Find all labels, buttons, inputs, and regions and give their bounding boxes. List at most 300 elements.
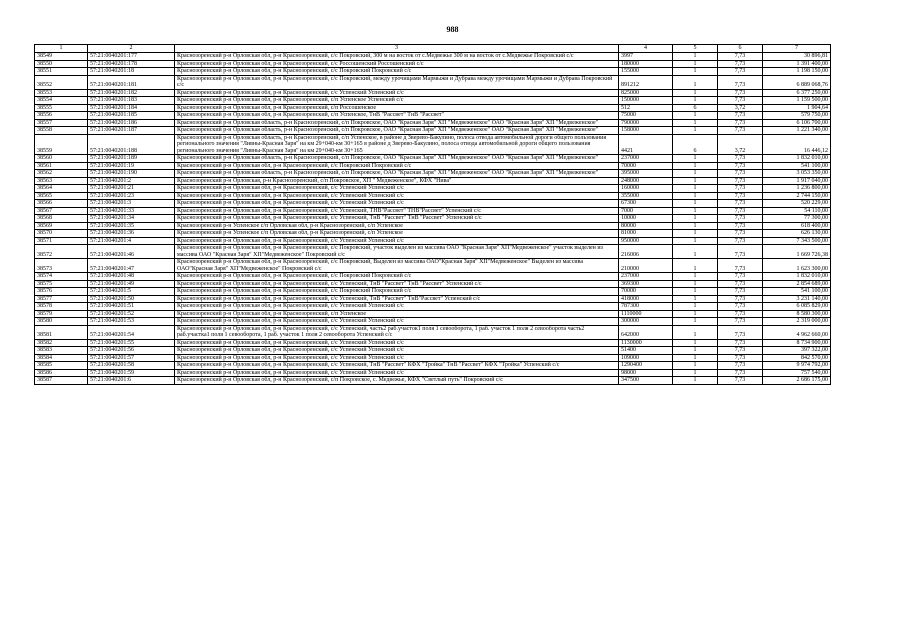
- cadastral-value: 520 229,00: [763, 200, 831, 208]
- cadastral-number: 57:21:0040201:187: [88, 127, 175, 135]
- category-code: 1: [673, 192, 718, 200]
- location-description: Краснозоренский р-н Орловская, р-н Краснозоренский, с/п Покровское, ХП " Медвеженское", КФХ "Нива": [175, 177, 619, 185]
- category-code: 1: [673, 170, 718, 178]
- rate-value: 7,73: [718, 237, 763, 245]
- category-code: 1: [673, 295, 718, 303]
- rate-value: 7,73: [718, 259, 763, 273]
- rate-value: 3,72: [718, 104, 763, 112]
- cadastral-number: 57:21:0040201:3: [88, 200, 175, 208]
- area-value: 4421: [619, 134, 673, 155]
- cadastral-value: 6 085 829,00: [763, 303, 831, 311]
- table-row: [35, 273, 831, 281]
- area-value: 787300: [619, 303, 673, 311]
- cadastral-value: 30 896,81: [763, 53, 831, 61]
- cadastral-number: 57:21:0040201:35: [88, 222, 175, 230]
- row-number: 38563: [35, 177, 88, 185]
- area-value: 160000: [619, 185, 673, 193]
- table-row: [35, 259, 831, 273]
- table-row: [35, 303, 831, 311]
- location-description: Краснозоренский р-н Орловская область, р-н Краснозоренский, с/п Покровское, ОАО "Красная Заря" ХП "Медвеженское" ОАО "Красная Заря" ХП "Медвеженское": [175, 127, 619, 135]
- area-value: 790000: [619, 119, 673, 127]
- location-description: Краснозоренский р-н Орловская обл, р-н Краснозоренский, с/с Успенский Успенский с/с: [175, 192, 619, 200]
- cadastral-value: 1 198 150,00: [763, 68, 831, 76]
- cadastral-number: 57:21:0040201:184: [88, 104, 175, 112]
- rate-value: 7,73: [718, 75, 763, 89]
- category-code: 1: [673, 53, 718, 61]
- row-number: 38580: [35, 318, 88, 326]
- category-code: 1: [673, 280, 718, 288]
- table-row: [35, 237, 831, 245]
- location-description: Краснозоренский р-н Успенское с/п Орловская обл, р-н Краснозоренский, с/п Успенское: [175, 222, 619, 230]
- row-number: 38578: [35, 303, 88, 311]
- rate-value: 7,73: [718, 325, 763, 339]
- location-description: Краснозоренский р-н Успенское с/п Орловская обл, р-н Краснозоренский, с/п Успенское: [175, 230, 619, 238]
- rate-value: 7,73: [718, 119, 763, 127]
- cadastral-number: 57:21:0040201:19: [88, 162, 175, 170]
- table-row: [35, 288, 831, 296]
- area-value: 70000: [619, 162, 673, 170]
- location-description: Краснозоренский р-н Орловская область, р-н Краснозоренский, с/п Успенское, в районе д Зверево-Бакулино, полоса отвода автомобильной дороги общего пользования регионального значения "Ливны-Красная Заря" на км 29+040-км 30+165 в районе д Зверево-Бакулино, полоса отвода автомобильной дороги общего пользования регионального значения "Ливны-Красная Заря" на км 29+040-км 30+165: [175, 134, 619, 155]
- cadastral-value: 7 343 500,00: [763, 237, 831, 245]
- cadastral-value: 6 106 700,00: [763, 119, 831, 127]
- column-header: 7: [763, 45, 831, 53]
- cadastral-number: 57:21:0040201:55: [88, 339, 175, 347]
- cadastral-value: 2 744 150,00: [763, 192, 831, 200]
- table-row: [35, 362, 831, 370]
- row-number: 38558: [35, 127, 88, 135]
- cadastral-number: 57:21:0040201:183: [88, 97, 175, 105]
- rate-value: 7,73: [718, 280, 763, 288]
- category-code: 1: [673, 354, 718, 362]
- category-code: 1: [673, 97, 718, 105]
- category-code: 1: [673, 89, 718, 97]
- category-code: 1: [673, 377, 718, 385]
- rate-value: 7,73: [718, 112, 763, 120]
- cadastral-value: 2 686 175,00: [763, 377, 831, 385]
- row-number: 38574: [35, 273, 88, 281]
- row-number: 38584: [35, 354, 88, 362]
- rate-value: 7,73: [718, 215, 763, 223]
- area-value: 825000: [619, 89, 673, 97]
- row-number: 38566: [35, 200, 88, 208]
- table-row: [35, 369, 831, 377]
- area-value: 642000: [619, 325, 673, 339]
- table-row: [35, 325, 831, 339]
- table-row: [35, 97, 831, 105]
- rate-value: 7,73: [718, 222, 763, 230]
- cadastral-value: 397 322,00: [763, 347, 831, 355]
- cadastral-value: 1 159 500,00: [763, 97, 831, 105]
- table-row: [35, 230, 831, 238]
- cadastral-number: 57:21:0040201:50: [88, 295, 175, 303]
- category-code: 1: [673, 68, 718, 76]
- area-value: 418000: [619, 295, 673, 303]
- cadastral-value: 6 889 068,76: [763, 75, 831, 89]
- location-description: Краснозоренский р-н Орловская обл, р-н Краснозоренский, с/с Успенский Успенский с/с: [175, 369, 619, 377]
- rate-value: 7,73: [718, 369, 763, 377]
- category-code: 1: [673, 237, 718, 245]
- location-description: Краснозоренский р-н Орловская обл, р-н Краснозоренский, с/с Успенский, ТНВ"Рассвет" ТНВ"Рассвет" Успенский с/с: [175, 207, 619, 215]
- area-value: 7000: [619, 207, 673, 215]
- cadastral-number: 57:21:0040201:56: [88, 347, 175, 355]
- cadastral-number: 57:21:0040201:33: [88, 207, 175, 215]
- cadastral-value: 1 832 010,00: [763, 273, 831, 281]
- location-description: Краснозоренский р-н Орловская обл, р-н Краснозоренский, с/п Успенское: [175, 310, 619, 318]
- rate-value: 7,73: [718, 339, 763, 347]
- location-description: Краснозоренский р-н Орловская обл, р-н Краснозоренский, с/с Покровский, Выделен из массива ОАО"Красная Заря" ХП"Медвеженское" Выделен из массива ОАО"Красная Заря" ХП"Медвеженское" Покровский с/с: [175, 259, 619, 273]
- rate-value: 7,73: [718, 347, 763, 355]
- cadastral-number: 57:21:0040201:36: [88, 230, 175, 238]
- table-row: [35, 104, 831, 112]
- category-code: 1: [673, 259, 718, 273]
- row-number: 38582: [35, 339, 88, 347]
- cadastral-value: 842 570,00: [763, 354, 831, 362]
- category-code: 1: [673, 325, 718, 339]
- cadastral-value: 757 540,00: [763, 369, 831, 377]
- cadastral-number: 57:21:0040201:53: [88, 318, 175, 326]
- area-value: 3997: [619, 53, 673, 61]
- rate-value: 3,72: [718, 134, 763, 155]
- rate-value: 7,73: [718, 127, 763, 135]
- row-number: 38587: [35, 377, 88, 385]
- location-description: Краснозоренский р-н Орловская обл, р-н Краснозоренский, с/с Покровский, между урочищами Мармыжи и Дубрава между урочищами Мармыжи и Дубрава Покровский с/с: [175, 75, 619, 89]
- location-description: Краснозоренский р-н Орловская обл, р-н Краснозоренский, с/с Успенский Успенский с/с: [175, 303, 619, 311]
- cadastral-number: 57:21:0040201:2: [88, 177, 175, 185]
- row-number: 38564: [35, 185, 88, 193]
- rate-value: 7,73: [718, 288, 763, 296]
- cadastral-value: 1 917 040,00: [763, 177, 831, 185]
- row-number: 38561: [35, 162, 88, 170]
- rate-value: 7,73: [718, 230, 763, 238]
- cadastral-value: 626 130,00: [763, 230, 831, 238]
- category-code: 1: [673, 112, 718, 120]
- cadastral-number: 57:21:0040201:58: [88, 362, 175, 370]
- area-value: 1110000: [619, 310, 673, 318]
- category-code: 1: [673, 75, 718, 89]
- cadastral-number: 57:21:0040201:5: [88, 288, 175, 296]
- row-number: 38569: [35, 222, 88, 230]
- table-row: [35, 339, 831, 347]
- cadastral-value: 8 734 900,00: [763, 339, 831, 347]
- rate-value: 7,73: [718, 89, 763, 97]
- area-value: 10000: [619, 215, 673, 223]
- area-value: 1290400: [619, 362, 673, 370]
- rate-value: 7,73: [718, 207, 763, 215]
- row-number: 38572: [35, 245, 88, 259]
- table-row: [35, 75, 831, 89]
- page-number: 988: [446, 25, 459, 34]
- cadastral-value: 16 446,12: [763, 134, 831, 155]
- cadastral-number: 57:21:0040201:182: [88, 89, 175, 97]
- area-value: 180000: [619, 60, 673, 68]
- cadastral-number: 57:21:0040201:49: [88, 280, 175, 288]
- rate-value: 7,73: [718, 60, 763, 68]
- row-number: 38552: [35, 75, 88, 89]
- table-row: [35, 222, 831, 230]
- rate-value: 7,73: [718, 318, 763, 326]
- area-value: 369300: [619, 280, 673, 288]
- row-number: 38565: [35, 192, 88, 200]
- row-number: 38549: [35, 53, 88, 61]
- cadastral-value: 1 669 726,38: [763, 245, 831, 259]
- cadastral-number: 57:21:0040201:178: [88, 60, 175, 68]
- cadastral-value: 6 377 250,00: [763, 89, 831, 97]
- cadastral-value: 54 110,00: [763, 207, 831, 215]
- cadastral-number: 57:21:0040201:181: [88, 75, 175, 89]
- row-number: 38554: [35, 97, 88, 105]
- category-code: 1: [673, 347, 718, 355]
- location-description: Краснозоренский р-н Орловская обл, р-н Краснозоренский, с/с Успенский, ТнВ "Рассвет" ТнВ "Рассвет" Успенский с/с: [175, 280, 619, 288]
- table-row: [35, 112, 831, 120]
- cadastral-value: 1 236 800,00: [763, 185, 831, 193]
- location-description: Краснозоренский р-н Орловская обл, р-н Краснозоренский, с/с Покровский, 300 м на восток от с.Медвежье 300 м на восток от с.Медвежье Покровский с/с: [175, 53, 619, 61]
- location-description: Краснозоренский р-н Орловская обл, р-н Краснозоренский, с/п Покровское, с. Медвежье, КФХ "Светлый путь" Покровский с/с: [175, 377, 619, 385]
- category-code: 1: [673, 222, 718, 230]
- rate-value: 7,73: [718, 245, 763, 259]
- cadastral-value: 3 231 140,00: [763, 295, 831, 303]
- rate-value: 7,73: [718, 155, 763, 163]
- table-row: [35, 280, 831, 288]
- category-code: 1: [673, 273, 718, 281]
- table-row: [35, 245, 831, 259]
- category-code: 1: [673, 119, 718, 127]
- location-description: Краснозоренский р-н Орловская обл, р-н Краснозоренский, с/с Успенский Успенский с/с: [175, 237, 619, 245]
- table-row: [35, 185, 831, 193]
- area-value: 51400: [619, 347, 673, 355]
- location-description: Краснозоренский р-н Орловская обл, р-н Краснозоренский, с/с Успенский Успенский с/с: [175, 347, 619, 355]
- location-description: Краснозоренский р-н Орловская обл, р-н Краснозоренский, с/с Покровский Покровский с/с: [175, 162, 619, 170]
- area-value: 75000: [619, 112, 673, 120]
- cadastral-number: 57:21:0040201:59: [88, 369, 175, 377]
- category-code: 1: [673, 310, 718, 318]
- category-code: 1: [673, 155, 718, 163]
- area-value: 98000: [619, 369, 673, 377]
- cadastral-value: 4 962 660,00: [763, 325, 831, 339]
- rate-value: 7,73: [718, 162, 763, 170]
- row-number: 38556: [35, 112, 88, 120]
- area-value: 109000: [619, 354, 673, 362]
- table-row: [35, 68, 831, 76]
- row-number: 38576: [35, 288, 88, 296]
- area-value: 67300: [619, 200, 673, 208]
- location-description: Краснозоренский р-н Орловская обл, р-н Краснозоренский, с/с Покровский Покровский с/с: [175, 68, 619, 76]
- category-code: 1: [673, 215, 718, 223]
- location-description: Краснозоренский р-н Орловская обл, р-н Краснозоренский, с/с Успенский Успенский с/с: [175, 185, 619, 193]
- location-description: Краснозоренский р-н Орловская обл, р-н Краснозоренский, с/с Покровский Покровский с/с: [175, 288, 619, 296]
- category-code: 1: [673, 245, 718, 259]
- category-code: 1: [673, 60, 718, 68]
- row-number: 38550: [35, 60, 88, 68]
- row-number: 38573: [35, 259, 88, 273]
- category-code: 6: [673, 104, 718, 112]
- cadastral-value: 1 391 400,00: [763, 60, 831, 68]
- rate-value: 7,73: [718, 295, 763, 303]
- category-code: 1: [673, 177, 718, 185]
- row-number: 38581: [35, 325, 88, 339]
- table-row: [35, 192, 831, 200]
- rate-value: 7,73: [718, 362, 763, 370]
- area-value: 70000: [619, 288, 673, 296]
- category-code: 1: [673, 207, 718, 215]
- location-description: Краснозоренский р-н Орловская обл, р-н Краснозоренский, с/с Покровский, участок выделен из массива ОАО "Красная Заря" ХП"Медвеженское" участок выделен из массива ОАО "Красная Заря" ХП"Медвеженское" Покровский с/с: [175, 245, 619, 259]
- table-row: [35, 354, 831, 362]
- category-code: 1: [673, 303, 718, 311]
- category-code: 1: [673, 318, 718, 326]
- cadastral-number: 57:21:0040201:177: [88, 53, 175, 61]
- location-description: Краснозоренский р-н Орловская обл, р-н Краснозоренский, с/с Успенский Успенский с/с: [175, 200, 619, 208]
- area-value: 237000: [619, 155, 673, 163]
- row-number: 38555: [35, 104, 88, 112]
- row-number: 38579: [35, 310, 88, 318]
- column-header: 2: [88, 45, 175, 53]
- row-number: 38571: [35, 237, 88, 245]
- table-row: [35, 295, 831, 303]
- row-number: 38560: [35, 155, 88, 163]
- area-value: 355000: [619, 192, 673, 200]
- area-value: 210000: [619, 259, 673, 273]
- category-code: 1: [673, 369, 718, 377]
- area-value: 237000: [619, 273, 673, 281]
- cadastral-value: 1 904,64: [763, 104, 831, 112]
- cadastral-value: 541 100,00: [763, 288, 831, 296]
- location-description: Краснозоренский р-н Орловская обл, р-н Краснозоренский, с/с Успенский Успенский с/с: [175, 89, 619, 97]
- cadastral-value: 77 300,00: [763, 215, 831, 223]
- registry-table: [34, 44, 831, 385]
- column-header: 6: [718, 45, 763, 53]
- area-value: 150000: [619, 97, 673, 105]
- table-row: [35, 177, 831, 185]
- area-value: 395000: [619, 170, 673, 178]
- table-body: [35, 53, 831, 385]
- cadastral-value: 579 750,00: [763, 112, 831, 120]
- table-row: [35, 215, 831, 223]
- table-header-row: [35, 45, 831, 53]
- location-description: Краснозоренский р-н Орловская обл, р-н Краснозоренский, с/с Успенский, часть2 раб.участок1 поля 1 севооборота, 1 раб. участок 1 поля 2 севооборота часть2 раб.участка1 поля 1 севооборота, 1 раб. участок 1 поля 2 севооборота Успенский с/с: [175, 325, 619, 339]
- cadastral-number: 57:21:0040201:186: [88, 119, 175, 127]
- location-description: Краснозоренский р-н Орловская обл, р-н Краснозоренский, с/п Успенское, ТнВ "Рассвет" ТнВ "Рассвет": [175, 112, 619, 120]
- category-code: 1: [673, 288, 718, 296]
- area-value: 891212: [619, 75, 673, 89]
- area-value: 216006: [619, 245, 673, 259]
- table-row: [35, 89, 831, 97]
- cadastral-number: 57:21:0040201:48: [88, 273, 175, 281]
- table-row: [35, 347, 831, 355]
- table-row: [35, 377, 831, 385]
- location-description: Краснозоренский р-н Орловская обл, р-н Краснозоренский, с/с Успенский Успенский с/с: [175, 318, 619, 326]
- cadastral-number: 57:21:0040201:46: [88, 245, 175, 259]
- row-number: 38559: [35, 134, 88, 155]
- row-number: 38575: [35, 280, 88, 288]
- cadastral-number: 57:21:0040201:4: [88, 237, 175, 245]
- rate-value: 7,73: [718, 53, 763, 61]
- area-value: 155000: [619, 68, 673, 76]
- category-code: 1: [673, 127, 718, 135]
- location-description: Краснозоренский р-н Орловская обл, р-н Краснозоренский, с/п Успенское Успенский с/с: [175, 97, 619, 105]
- category-code: 1: [673, 339, 718, 347]
- cadastral-number: 57:21:0040201:188: [88, 134, 175, 155]
- table-row: [35, 170, 831, 178]
- cadastral-number: 57:21:0040201:21: [88, 185, 175, 193]
- table-row: [35, 200, 831, 208]
- table-row: [35, 53, 831, 61]
- rate-value: 7,73: [718, 377, 763, 385]
- cadastral-number: 57:21:0040201:6: [88, 377, 175, 385]
- cadastral-number: 57:21:0040201:190: [88, 170, 175, 178]
- location-description: Краснозоренский р-н Орловская область, р-н Краснозоренский, с/п Покровское, ОАО "Красная Заря" ХП "Медвеженское" ОАО "Красная Заря" ХП "Медвеженское": [175, 170, 619, 178]
- column-header: 1: [35, 45, 88, 53]
- cadastral-number: 57:21:0040201:47: [88, 259, 175, 273]
- cadastral-number: 57:21:0040201:57: [88, 354, 175, 362]
- location-description: Краснозоренский р-н Орловская обл, р-н Краснозоренский, с/с Успенский Успенский с/с: [175, 339, 619, 347]
- cadastral-number: 57:21:0040201:18: [88, 68, 175, 76]
- location-description: Краснозоренский р-н Орловская область, р-н Краснозоренский, с/п Покровское, ОАО "Красная Заря" ХП "Медвеженское" ОАО "Красная Заря" ХП "Медвеженское": [175, 155, 619, 163]
- table-row: [35, 60, 831, 68]
- area-value: 512: [619, 104, 673, 112]
- rate-value: 7,73: [718, 185, 763, 193]
- table-row: [35, 155, 831, 163]
- location-description: Краснозоренский р-н Орловская обл, р-н Краснозоренский, с/с Успенский, ТнВ "Рассвет" КФХ "Тройка" ТнВ "Рассвет" КФХ "Тройка" Успенский с/с: [175, 362, 619, 370]
- column-header: 3: [175, 45, 619, 53]
- row-number: 38568: [35, 215, 88, 223]
- row-number: 38586: [35, 369, 88, 377]
- category-code: 1: [673, 200, 718, 208]
- cadastral-value: 1 221 340,00: [763, 127, 831, 135]
- area-value: 81000: [619, 230, 673, 238]
- area-value: 1130000: [619, 339, 673, 347]
- cadastral-value: 3 053 350,00: [763, 170, 831, 178]
- rate-value: 7,73: [718, 310, 763, 318]
- rate-value: 7,73: [718, 303, 763, 311]
- category-code: 1: [673, 362, 718, 370]
- row-number: 38577: [35, 295, 88, 303]
- cadastral-number: 57:21:0040201:34: [88, 215, 175, 223]
- cadastral-value: 9 974 792,00: [763, 362, 831, 370]
- cadastral-number: 57:21:0040201:51: [88, 303, 175, 311]
- category-code: 1: [673, 230, 718, 238]
- cadastral-number: 57:21:0040201:54: [88, 325, 175, 339]
- table-row: [35, 134, 831, 155]
- cadastral-number: 57:21:0040201:23: [88, 192, 175, 200]
- row-number: 38551: [35, 68, 88, 76]
- rate-value: 7,73: [718, 192, 763, 200]
- table-row: [35, 119, 831, 127]
- rate-value: 7,73: [718, 200, 763, 208]
- area-value: 80000: [619, 222, 673, 230]
- rate-value: 7,73: [718, 170, 763, 178]
- cadastral-value: 1 832 010,00: [763, 155, 831, 163]
- row-number: 38570: [35, 230, 88, 238]
- table-row: [35, 318, 831, 326]
- rate-value: 7,73: [718, 354, 763, 362]
- location-description: Краснозоренский р-н Орловская область, р-н Краснозоренский, с/п Покровское, ОАО "Красная Заря" ХП "Медвеженское" ОАО "Красная Заря" ХП "Медвеженское": [175, 119, 619, 127]
- cadastral-value: 541 100,00: [763, 162, 831, 170]
- row-number: 38583: [35, 347, 88, 355]
- cadastral-number: 57:21:0040201:189: [88, 155, 175, 163]
- cadastral-value: 1 623 300,00: [763, 259, 831, 273]
- location-description: Краснозоренский р-н Орловская обл, р-н Краснозоренский, с/с Успенский, ТнВ "Рассвет" ТнВ "Рассвет" Успенский с/с: [175, 215, 619, 223]
- row-number: 38557: [35, 119, 88, 127]
- cadastral-value: 8 580 300,00: [763, 310, 831, 318]
- cadastral-value: 2 319 000,00: [763, 318, 831, 326]
- row-number: 38553: [35, 89, 88, 97]
- area-value: 248000: [619, 177, 673, 185]
- area-value: 347500: [619, 377, 673, 385]
- area-value: 158000: [619, 127, 673, 135]
- cadastral-number: 57:21:0040201:185: [88, 112, 175, 120]
- row-number: 38585: [35, 362, 88, 370]
- cadastral-number: 57:21:0040201:52: [88, 310, 175, 318]
- rate-value: 7,73: [718, 273, 763, 281]
